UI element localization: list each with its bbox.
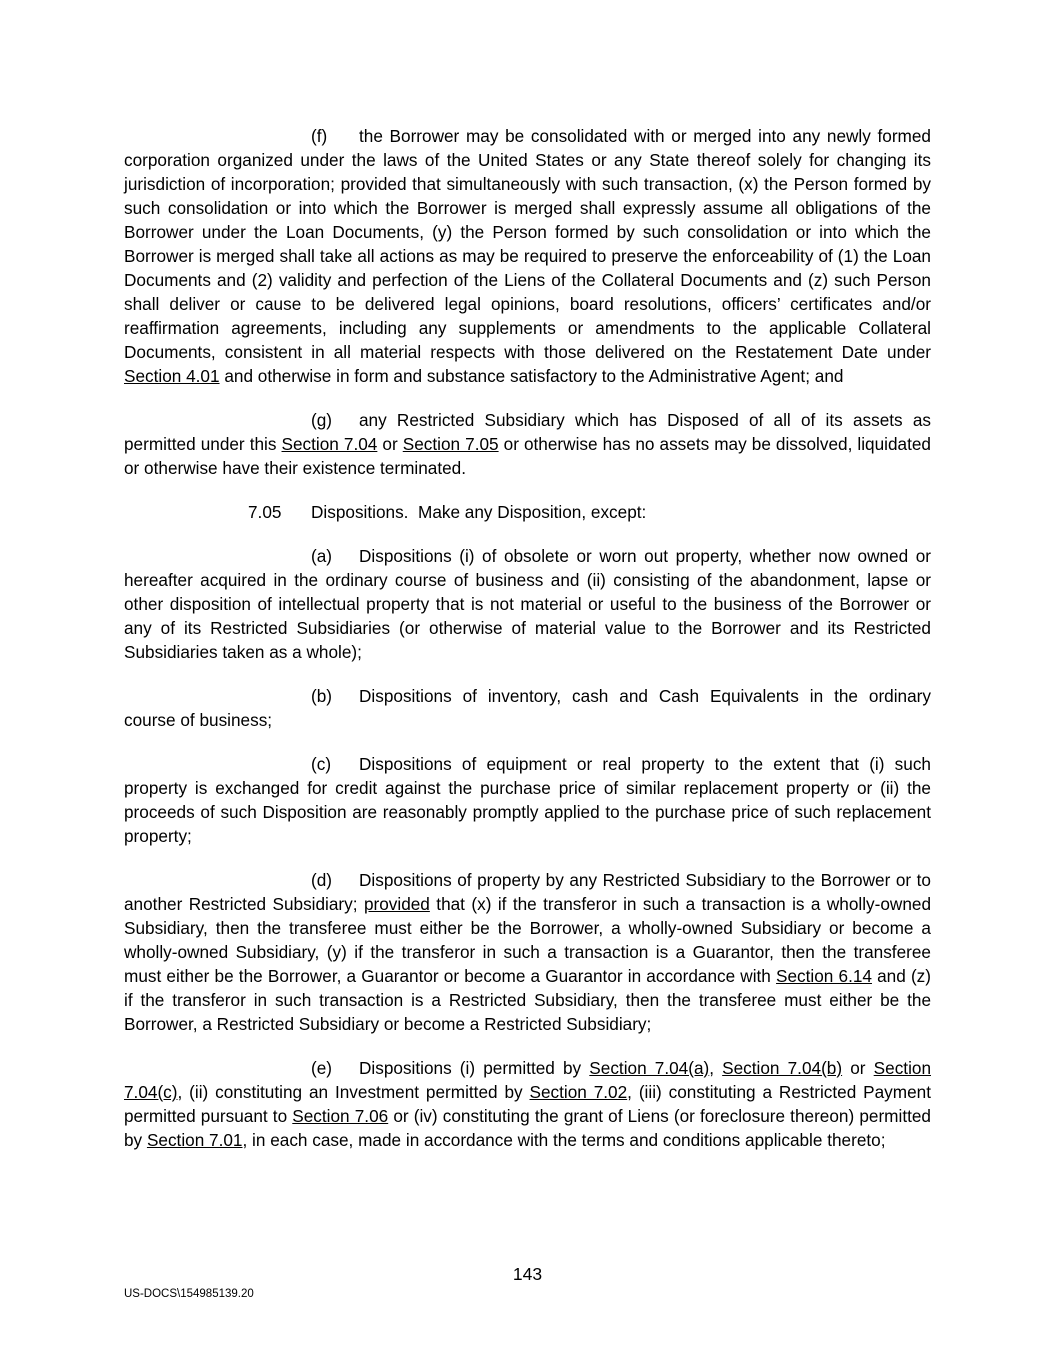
clause-text: Dispositions of equipment or real property to the extent that (i) such property is exchanged for credit against the purchase price of similar replacement property or (ii) the proceeds of such Disposition are reasonably promptly applied to the purchase price of such replacement property; — [124, 754, 931, 846]
paragraph-d — [124, 868, 931, 1036]
clause-label: (f) — [311, 126, 328, 146]
clause-text: or (iv) constituting the grant of Liens (or foreclosure thereon) permitted by — [124, 1106, 931, 1150]
clause-label: (e) — [311, 1058, 333, 1078]
clause-text: that (x) if the transferor in such a transaction is a wholly-owned Subsidiary, then the transferee must either be the Borrower, a wholly-owned Subsidiary or become a wholly-owned Subsidiary, (y) if the transferor in such a transaction is a Guarantor, then the transferee must either be the Borrower, a Guarantor or become a Guarantor in accordance with — [124, 894, 932, 986]
paragraph-c — [124, 752, 931, 848]
clause-text: Dispositions of inventory, cash and Cash Equivalents in the ordinary course of business; — [124, 686, 931, 730]
section-reference: Section 4.01 — [124, 366, 220, 386]
clause-text: or otherwise has no assets may be dissolved, liquidated or otherwise have their existence terminated. — [124, 434, 931, 478]
clause-label: (b) — [311, 686, 333, 706]
section-number: 7.05 — [248, 502, 282, 522]
defined-term-reference: provided — [363, 894, 430, 914]
section-7-05-heading — [124, 500, 931, 524]
clause-text: the Borrower may be consolidated with or merged into any newly formed corporation organized under the laws of the United States or any State thereof solely for changing its jurisdiction of incorporation; provided that simultaneously with such transaction, (x) the Person formed by such consolidation or into which the Borrower is merged shall expressly assume all obligations of the Borrower under the Loan Documents, (y) the Person formed by such consolidation or into which the Borrower is merged shall take all actions as may be required to preserve the enforceability of (1) the Loan Documents and (2) validity and perfection of the Liens of the Collateral Documents and (z) such Person shall deliver or cause to be delivered legal opinions, board resolutions, officers’ certificates and/or reaffirmation agreements, including any supplements or amendments to the applicable Collateral Documents, consistent in all material respects with those delivered on the Restatement Date under — [124, 126, 931, 362]
paragraph-g — [124, 408, 931, 480]
clause-text: or — [842, 1058, 874, 1078]
section-reference: Section 7.04(a) — [589, 1058, 710, 1078]
clause-text: Dispositions (i) of obsolete or worn out property, whether now owned or hereafter acquired in the ordinary course of business and (ii) consisting of the abandonment, lapse or other disposition of intellectual property that is not material or useful to the business of the Borrower or any of its Restricted Subsidiaries (or otherwise of material value to the Borrower and its Restricted Subsidiaries taken as a whole); — [124, 546, 931, 662]
clause-text: and (z) if the transferor in such transaction is a Restricted Subsidiary, then the transferee must either be the Borrower, a Restricted Subsidiary or become a Restricted Subsidiary; — [124, 966, 931, 1034]
section-reference: Section 7.04(c) — [124, 1058, 931, 1102]
clause-label: (d) — [311, 870, 333, 890]
section-reference: Section 7.04 — [281, 434, 378, 454]
section-reference: Section 7.01 — [146, 1130, 243, 1150]
clause-label: (a) — [311, 546, 333, 566]
paragraph-a — [124, 544, 931, 664]
section-reference: Section 7.04(b) — [722, 1058, 843, 1078]
paragraph-f — [124, 124, 931, 388]
document-id-footer: US-DOCS\154985139.20 — [124, 1288, 254, 1300]
clause-text: , in each case, made in accordance with the terms and conditions applicable thereto; — [242, 1130, 886, 1150]
paragraph-e — [124, 1056, 931, 1152]
section-text: Make any Disposition, except: — [418, 502, 647, 522]
clause-text: Dispositions (i) permitted by — [359, 1058, 590, 1078]
section-reference: Section 6.14 — [776, 966, 872, 986]
section-reference: Section 7.02 — [529, 1082, 628, 1102]
page-number: 143 — [512, 1264, 543, 1284]
clause-label: (g) — [311, 410, 333, 430]
clause-text: or — [377, 434, 403, 454]
clause-text: , — [709, 1058, 723, 1078]
clause-text: , (ii) constituting an Investment permitted by — [177, 1082, 530, 1102]
section-reference: Section 7.05 — [402, 434, 499, 454]
document-page — [124, 124, 931, 1172]
clause-text: Dispositions of property by any Restricted Subsidiary to the Borrower or to another Restricted Subsidiary; — [124, 870, 931, 914]
paragraph-b — [124, 684, 931, 732]
clause-text: , (iii) constituting a Restricted Payment permitted pursuant to — [124, 1082, 931, 1126]
section-reference: Section 7.06 — [292, 1106, 389, 1126]
clause-text: any Restricted Subsidiary which has Disposed of all of its assets as permitted under this — [124, 410, 931, 454]
section-title: Dispositions. — [311, 502, 409, 522]
clause-label: (c) — [311, 754, 332, 774]
clause-text: and otherwise in form and substance satisfactory to the Administrative Agent; and — [219, 366, 844, 386]
